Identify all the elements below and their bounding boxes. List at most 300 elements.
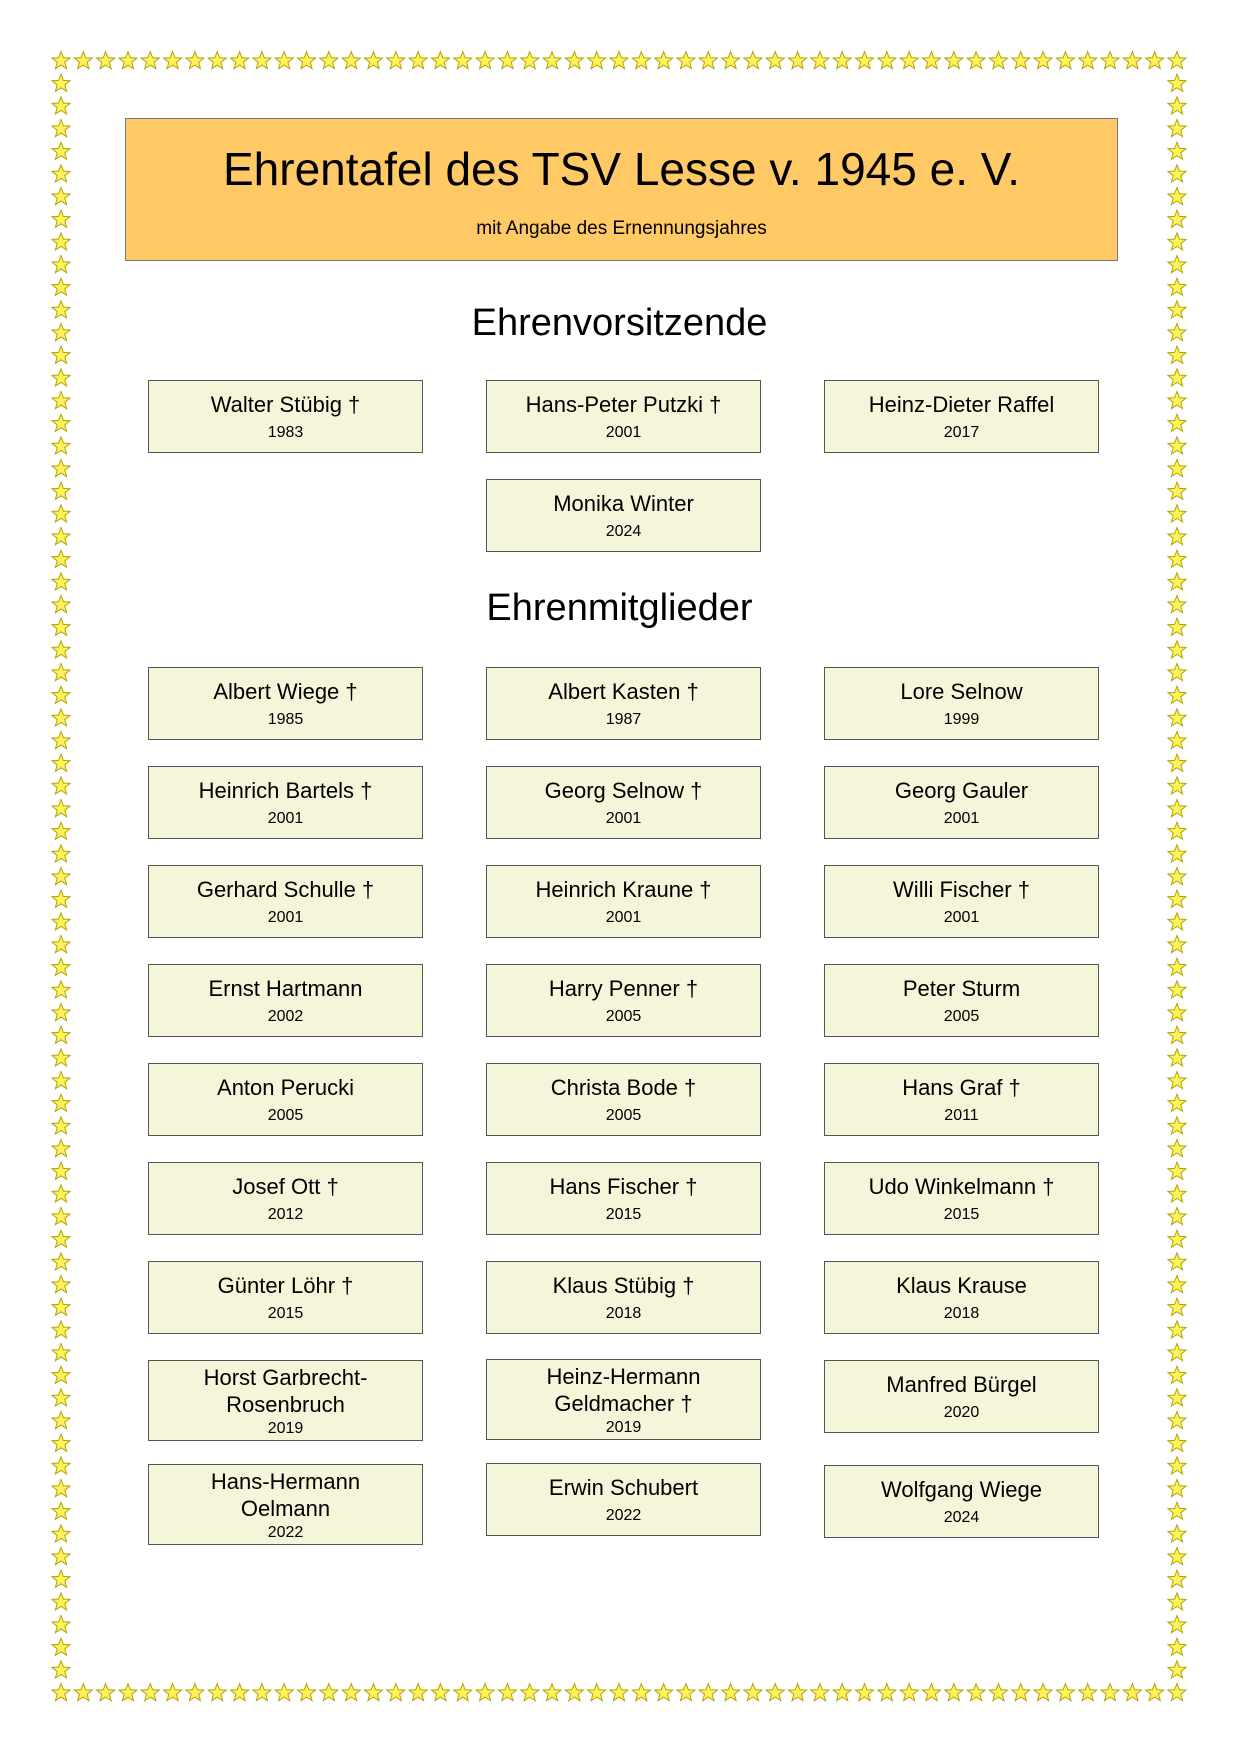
member-year: 2011: [944, 1107, 979, 1124]
member-card: [148, 766, 423, 839]
star-icon: [476, 1684, 494, 1701]
star-icon: [1168, 482, 1186, 499]
star-icon: [52, 120, 70, 137]
star-icon: [1168, 120, 1186, 137]
star-icon: [1168, 936, 1186, 953]
member-card: [148, 1063, 423, 1136]
star-icon: [1168, 573, 1186, 590]
star-icon: [1168, 414, 1186, 431]
star-icon: [52, 868, 70, 885]
member-year: 2019: [267, 1419, 304, 1437]
member-name: Horst Garbrecht-Rosenbruch: [203, 1364, 368, 1417]
member-name: Albert Wiege †: [213, 679, 358, 704]
star-icon: [52, 505, 70, 522]
member-year: 2005: [267, 1107, 304, 1124]
star-icon: [1168, 1389, 1186, 1406]
star-icon: [789, 1684, 807, 1701]
star-icon: [52, 732, 70, 749]
member-name: Hans-Peter Putzki †: [525, 392, 722, 417]
star-icon: [1012, 1684, 1030, 1701]
star-icon: [1168, 1412, 1186, 1429]
chair-card: [824, 380, 1099, 453]
star-icon: [52, 210, 70, 227]
star-icon: [387, 1684, 405, 1701]
member-card: [486, 1162, 761, 1235]
star-icon: [1168, 210, 1186, 227]
star-icon: [431, 1684, 449, 1701]
star-icon: [789, 52, 807, 69]
star-icon: [52, 1525, 70, 1542]
star-icon: [253, 1684, 271, 1701]
star-icon: [1168, 142, 1186, 159]
star-icon: [52, 1366, 70, 1383]
star-icon: [52, 1072, 70, 1089]
star-icon: [1168, 1185, 1186, 1202]
star-icon: [1168, 369, 1186, 386]
star-icon: [1168, 1525, 1186, 1542]
star-icon: [52, 1208, 70, 1225]
star-icon: [878, 52, 896, 69]
member-name: Heinz-Hermann Geldmacher †: [546, 1363, 701, 1416]
member-year: 2001: [605, 909, 642, 926]
star-icon: [1168, 1548, 1186, 1565]
star-icon: [1168, 1502, 1186, 1519]
star-icon: [1168, 845, 1186, 862]
star-icon: [744, 52, 762, 69]
star-icon: [945, 1684, 963, 1701]
chair-card: [486, 479, 761, 552]
star-icon: [52, 1321, 70, 1338]
member-name: Udo Winkelmann †: [868, 1174, 1055, 1199]
star-icon: [298, 1684, 316, 1701]
member-card: [824, 1360, 1099, 1433]
member-year: 2001: [943, 810, 980, 827]
star-icon: [543, 1684, 561, 1701]
star-icon: [52, 437, 70, 454]
star-icon: [588, 1684, 606, 1701]
star-icon: [52, 1276, 70, 1293]
star-icon: [1168, 233, 1186, 250]
star-icon: [52, 936, 70, 953]
star-icon: [342, 1684, 360, 1701]
star-icon: [989, 52, 1007, 69]
member-card: [148, 1464, 423, 1545]
member-card: [486, 766, 761, 839]
star-icon: [1168, 256, 1186, 273]
star-icon: [52, 913, 70, 930]
star-icon: [565, 1684, 583, 1701]
star-icon: [52, 1638, 70, 1655]
member-year: 2001: [267, 909, 304, 926]
star-icon: [119, 1684, 137, 1701]
star-icon: [52, 233, 70, 250]
member-name: Heinrich Bartels †: [198, 778, 373, 803]
star-icon: [1168, 550, 1186, 567]
member-card: [486, 964, 761, 1037]
member-name: Harry Penner †: [548, 976, 699, 1001]
star-icon: [186, 52, 204, 69]
star-icon: [253, 52, 271, 69]
star-icon: [1168, 754, 1186, 771]
member-name: Heinrich Kraune †: [535, 877, 712, 902]
star-icon: [1168, 1661, 1186, 1678]
star-icon: [833, 52, 851, 69]
star-icon: [52, 754, 70, 771]
star-icon: [52, 369, 70, 386]
member-card: [148, 964, 423, 1037]
star-icon: [409, 52, 427, 69]
star-icon: [1168, 346, 1186, 363]
star-icon: [52, 686, 70, 703]
member-name: Klaus Krause: [896, 1273, 1027, 1298]
member-year: 2005: [605, 1107, 642, 1124]
member-name: Ernst Hartmann: [208, 976, 363, 1001]
star-icon: [1168, 958, 1186, 975]
star-icon: [722, 1684, 740, 1701]
star-icon: [677, 52, 695, 69]
member-year: 2024: [605, 523, 642, 540]
member-year: 2002: [267, 1008, 304, 1025]
star-icon: [922, 52, 940, 69]
page-title: Ehrentafel des TSV Lesse v. 1945 e. V.: [222, 143, 1020, 195]
star-icon: [989, 1684, 1007, 1701]
member-card: [148, 865, 423, 938]
star-icon: [74, 1684, 92, 1701]
star-icon: [521, 52, 539, 69]
star-icon: [967, 52, 985, 69]
star-icon: [1168, 1094, 1186, 1111]
star-icon: [231, 52, 249, 69]
star-icon: [1101, 1684, 1119, 1701]
member-name: Heinz-Dieter Raffel: [868, 392, 1055, 417]
star-icon: [52, 1684, 70, 1701]
star-icon: [52, 709, 70, 726]
star-icon: [52, 1593, 70, 1610]
member-name: Georg Selnow †: [544, 778, 703, 803]
star-icon: [52, 1004, 70, 1021]
member-year: 2018: [943, 1305, 980, 1322]
star-icon: [632, 52, 650, 69]
member-card: [824, 1162, 1099, 1235]
star-icon: [364, 52, 382, 69]
star-icon: [1034, 52, 1052, 69]
star-icon: [52, 1230, 70, 1247]
star-icon: [811, 1684, 829, 1701]
member-card: [148, 667, 423, 740]
member-name: Christa Bode †: [550, 1075, 697, 1100]
star-icon: [543, 52, 561, 69]
star-icon: [1168, 1593, 1186, 1610]
star-icon: [610, 52, 628, 69]
member-name: Hans Fischer †: [549, 1174, 698, 1199]
member-name: Gerhard Schulle †: [196, 877, 375, 902]
star-icon: [1168, 822, 1186, 839]
star-icon: [1168, 165, 1186, 182]
star-icon: [1168, 686, 1186, 703]
star-icon: [1056, 52, 1074, 69]
member-name: Anton Perucki: [217, 1075, 354, 1100]
star-icon: [722, 52, 740, 69]
member-year: 2001: [605, 424, 642, 441]
member-name: Günter Löhr †: [217, 1273, 354, 1298]
star-icon: [52, 845, 70, 862]
member-year: 1985: [267, 711, 304, 728]
member-year: 2019: [605, 1418, 642, 1436]
star-icon: [766, 52, 784, 69]
star-icon: [52, 641, 70, 658]
star-icon: [52, 528, 70, 545]
member-name: Lore Selnow: [900, 679, 1023, 704]
star-icon: [1168, 1276, 1186, 1293]
member-name: Walter Stübig †: [210, 392, 361, 417]
star-icon: [833, 1684, 851, 1701]
member-year: 1983: [267, 424, 304, 441]
member-year: 2022: [267, 1523, 304, 1541]
star-icon: [1146, 1684, 1164, 1701]
star-icon: [1168, 868, 1186, 885]
star-icon: [52, 958, 70, 975]
star-icon: [900, 52, 918, 69]
star-icon: [1168, 1298, 1186, 1315]
star-icon: [431, 52, 449, 69]
star-icon: [119, 52, 137, 69]
star-icon: [1168, 890, 1186, 907]
member-name: Manfred Bürgel: [886, 1372, 1037, 1397]
star-icon: [498, 52, 516, 69]
star-icon: [922, 1684, 940, 1701]
star-icon: [766, 1684, 784, 1701]
star-icon: [1168, 52, 1186, 69]
member-name: Erwin Schubert: [548, 1475, 699, 1500]
star-icon: [632, 1684, 650, 1701]
star-icon: [1168, 505, 1186, 522]
star-icon: [1168, 1570, 1186, 1587]
star-icon: [52, 142, 70, 159]
star-icon: [52, 392, 70, 409]
star-icon: [498, 1684, 516, 1701]
star-icon: [52, 1457, 70, 1474]
star-icon: [52, 1162, 70, 1179]
star-icon: [1168, 1208, 1186, 1225]
star-icon: [1168, 981, 1186, 998]
star-icon: [1168, 664, 1186, 681]
member-year: 1987: [605, 711, 642, 728]
star-icon: [298, 52, 316, 69]
star-icon: [900, 1684, 918, 1701]
star-icon: [52, 777, 70, 794]
star-icon: [454, 1684, 472, 1701]
star-icon: [1168, 1004, 1186, 1021]
star-icon: [1123, 52, 1141, 69]
member-card: [824, 865, 1099, 938]
star-icon: [1079, 52, 1097, 69]
member-card: [486, 1463, 761, 1536]
star-icon: [320, 52, 338, 69]
star-icon: [1168, 1072, 1186, 1089]
star-icon: [52, 573, 70, 590]
member-card: [486, 1063, 761, 1136]
star-icon: [1146, 52, 1164, 69]
star-icon: [1168, 188, 1186, 205]
star-icon: [1168, 777, 1186, 794]
star-icon: [52, 414, 70, 431]
star-icon: [52, 1140, 70, 1157]
header-box: [125, 118, 1118, 261]
star-icon: [52, 1049, 70, 1066]
star-icon: [1168, 97, 1186, 114]
member-year: 2015: [943, 1206, 980, 1223]
star-icon: [52, 74, 70, 91]
star-icon: [1168, 1321, 1186, 1338]
star-icon: [1123, 1684, 1141, 1701]
star-icon: [699, 1684, 717, 1701]
star-icon: [1168, 278, 1186, 295]
member-name: Georg Gauler: [894, 778, 1029, 803]
star-icon: [208, 1684, 226, 1701]
star-icon: [164, 52, 182, 69]
star-icon: [52, 800, 70, 817]
section-title-ehrenvorsitzende: Ehrenvorsitzende: [471, 302, 768, 344]
star-icon: [1168, 1049, 1186, 1066]
member-card: [486, 865, 761, 938]
chair-card: [486, 380, 761, 453]
star-icon: [52, 890, 70, 907]
star-icon: [387, 52, 405, 69]
star-icon: [275, 1684, 293, 1701]
member-year: 2015: [267, 1305, 304, 1322]
star-icon: [1101, 52, 1119, 69]
star-icon: [409, 1684, 427, 1701]
star-icon: [97, 52, 115, 69]
star-icon: [52, 1253, 70, 1270]
member-name: Klaus Stübig †: [552, 1273, 695, 1298]
star-icon: [677, 1684, 695, 1701]
star-icon: [275, 52, 293, 69]
star-icon: [856, 1684, 874, 1701]
member-year: 2017: [943, 424, 980, 441]
star-icon: [208, 52, 226, 69]
star-icon: [97, 1684, 115, 1701]
member-year: 2022: [605, 1507, 642, 1524]
page-subtitle: mit Angabe des Ernennungsjahres: [476, 218, 767, 239]
star-icon: [52, 822, 70, 839]
star-icon: [1168, 1230, 1186, 1247]
member-card: [824, 964, 1099, 1037]
star-icon: [1168, 1638, 1186, 1655]
star-icon: [52, 1480, 70, 1497]
star-icon: [52, 1661, 70, 1678]
member-name: Peter Sturm: [902, 976, 1021, 1001]
star-icon: [52, 52, 70, 69]
star-icon: [52, 1389, 70, 1406]
member-name: Willi Fischer †: [893, 877, 1030, 902]
star-icon: [1168, 1366, 1186, 1383]
member-year: 2018: [605, 1305, 642, 1322]
star-icon: [52, 97, 70, 114]
member-name: Josef Ott †: [232, 1174, 339, 1199]
star-icon: [744, 1684, 762, 1701]
star-icon: [1168, 1616, 1186, 1633]
member-card: [148, 1261, 423, 1334]
star-icon: [699, 52, 717, 69]
member-year: 2001: [605, 810, 642, 827]
star-icon: [231, 1684, 249, 1701]
star-icon: [1168, 1117, 1186, 1134]
member-year: 2015: [605, 1206, 642, 1223]
star-icon: [1168, 1344, 1186, 1361]
star-icon: [1168, 1684, 1186, 1701]
member-year: 2005: [605, 1008, 642, 1025]
star-icon: [364, 1684, 382, 1701]
star-icon: [1168, 1140, 1186, 1157]
star-icon: [565, 52, 583, 69]
member-card: [486, 1359, 761, 1440]
star-icon: [52, 482, 70, 499]
member-name: Albert Kasten †: [548, 679, 699, 704]
member-year: 2020: [943, 1404, 980, 1421]
member-year: 2012: [267, 1206, 304, 1223]
star-icon: [1079, 1684, 1097, 1701]
star-icon: [52, 1117, 70, 1134]
chair-card: [148, 380, 423, 453]
member-name: Hans-Hermann Oelmann: [210, 1468, 361, 1521]
star-icon: [141, 1684, 159, 1701]
star-icon: [1012, 52, 1030, 69]
star-icon: [521, 1684, 539, 1701]
star-icon: [1168, 913, 1186, 930]
star-icon: [52, 981, 70, 998]
star-icon: [1168, 1434, 1186, 1451]
star-icon: [1168, 1457, 1186, 1474]
star-icon: [74, 52, 92, 69]
member-card: [824, 1063, 1099, 1136]
star-icon: [1168, 732, 1186, 749]
star-icon: [52, 278, 70, 295]
star-icon: [186, 1684, 204, 1701]
member-year: 2005: [943, 1008, 980, 1025]
star-icon: [1168, 800, 1186, 817]
star-icon: [1168, 1480, 1186, 1497]
star-icon: [1034, 1684, 1052, 1701]
member-card: [148, 1360, 423, 1441]
star-icon: [52, 1185, 70, 1202]
star-icon: [52, 664, 70, 681]
star-icon: [454, 52, 472, 69]
member-year: 1999: [943, 711, 980, 728]
star-icon: [610, 1684, 628, 1701]
member-year: 2001: [267, 810, 304, 827]
star-icon: [1056, 1684, 1074, 1701]
star-icon: [655, 1684, 673, 1701]
star-icon: [52, 165, 70, 182]
star-icon: [141, 52, 159, 69]
star-icon: [52, 1412, 70, 1429]
section-title-ehrenmitglieder: Ehrenmitglieder: [486, 587, 753, 629]
star-icon: [52, 1616, 70, 1633]
member-name: Wolfgang Wiege: [880, 1477, 1042, 1502]
star-icon: [1168, 1162, 1186, 1179]
star-icon: [1168, 1253, 1186, 1270]
star-icon: [476, 52, 494, 69]
star-icon: [1168, 392, 1186, 409]
member-card: [824, 667, 1099, 740]
star-icon: [342, 52, 360, 69]
member-year: 2024: [943, 1509, 980, 1526]
star-icon: [52, 256, 70, 273]
star-icon: [52, 460, 70, 477]
star-icon: [52, 1548, 70, 1565]
star-icon: [878, 1684, 896, 1701]
